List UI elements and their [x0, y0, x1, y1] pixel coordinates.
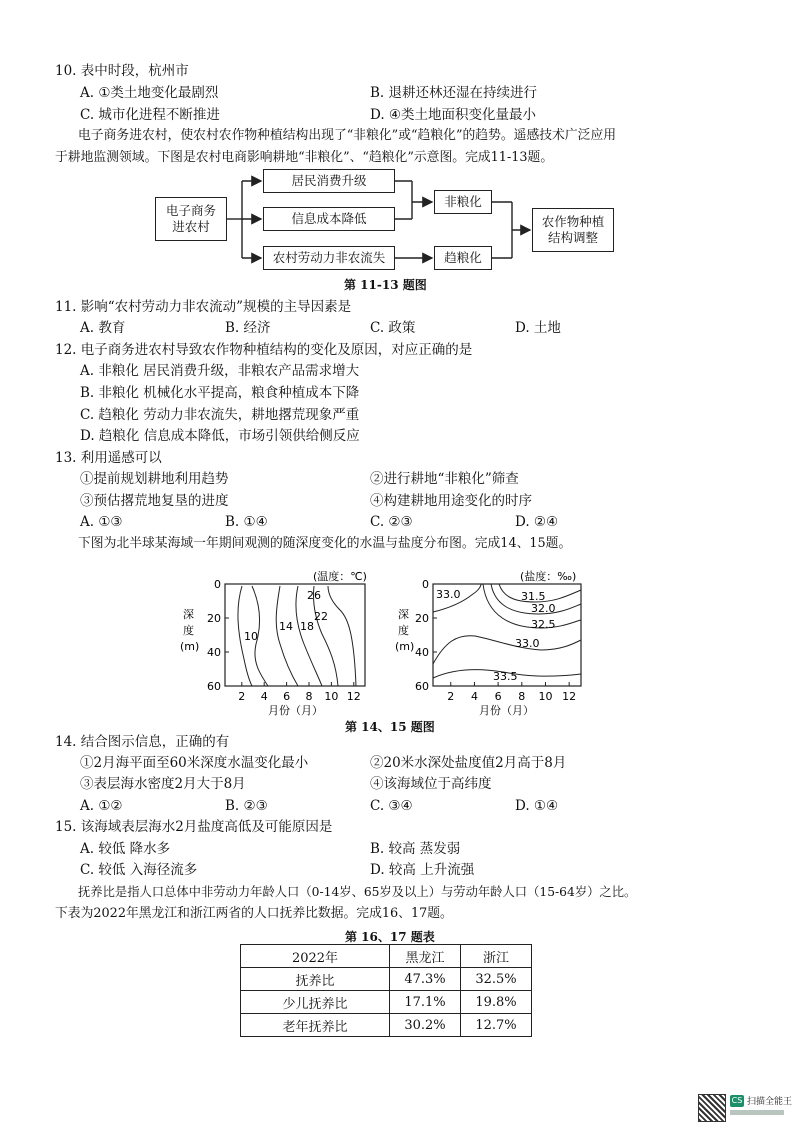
q15-option-d: D. 较高 上升流强 — [370, 862, 475, 878]
sal-xtick-label: 2 — [447, 690, 455, 703]
intro-11-13-line2: 于耕地监测领域。下图是农村电商影响耕地“非粮化”、“趋粮化”示意图。完成11-13题。 — [55, 150, 554, 165]
flow-arrows — [0, 0, 800, 300]
flow-final-label: 农作物种植结构调整 — [541, 214, 605, 245]
table-row — [241, 968, 532, 991]
temp-xtick-label: 8 — [305, 690, 313, 703]
temp-xtick-label: 6 — [283, 690, 291, 703]
temp-contour-14 — [276, 586, 298, 686]
intro-16-17-line2: 下表为2022年黑龙江和浙江两省的人口抚养比数据。完成16、17题。 — [55, 906, 453, 921]
temp-ylabel-depth-1: 深 — [183, 608, 194, 621]
temp-ytick-label: 0 — [214, 578, 221, 591]
intro-14-15: 下图为北半球某海域一年期间观测的随深度变化的水温与盐度分布图。完成14、15题。 — [78, 536, 572, 551]
q14-option-d: D. ①④ — [515, 798, 559, 814]
q10-option-b: B. 退耕还林还湿在持续进行 — [370, 85, 538, 101]
temp-chart-title: (温度：℃) — [313, 570, 367, 583]
sal-xtick-label: 10 — [538, 690, 553, 703]
q14-item-1: ①2月海平面至60米深度水温变化最小 — [80, 755, 309, 771]
q11-option-b: B. 经济 — [225, 320, 271, 336]
salinity-chart — [395, 564, 595, 719]
temp-ylabel-unit: (m) — [180, 640, 200, 653]
q10-option-a: A. ①类土地变化最剧烈 — [80, 85, 219, 101]
q14-option-c: C. ③④ — [370, 798, 413, 814]
table-header-zhejiang: 浙江 — [461, 945, 532, 968]
scanner-watermark — [692, 1092, 792, 1124]
q13-option-c: C. ②③ — [370, 514, 413, 530]
q11-option-d: D. 土地 — [515, 320, 561, 336]
temp-ytick-label: 40 — [207, 646, 221, 659]
temp-label-18: 18 — [300, 620, 314, 633]
table-cell: 30.2% — [390, 1014, 461, 1037]
temp-label-10: 10 — [244, 630, 258, 643]
table-header-year: 2022年 — [241, 945, 390, 968]
table-cell: 12.7% — [461, 1014, 532, 1037]
sal-ylabel-unit: (m) — [395, 640, 415, 653]
flow-source-box — [155, 197, 227, 241]
intro-11-13-line1: 电子商务进农村，使农村农作物种植结构出现了“非粮化”或“趋粮化”的趋势。遥感技术广泛应用 — [78, 128, 617, 143]
flow-middle-box-3: 农村劳动力非农流失 — [263, 246, 395, 270]
temp-label-26: 26 — [307, 589, 321, 602]
flow-right-box-nongrain: 非粮化 — [434, 190, 492, 214]
table-cell: 47.3% — [390, 968, 461, 991]
temp-xtick-label: 4 — [260, 690, 268, 703]
watermark-tagline-bar — [730, 1110, 784, 1115]
q13-item-2: ②进行耕地“非粮化”筛查 — [370, 471, 519, 487]
q11-option-a: A. 教育 — [80, 320, 126, 336]
sal-label-33-0: 33.0 — [515, 637, 540, 650]
q12-option-a: A. 非粮化 居民消费升级，非粮农产品需求增大 — [80, 363, 360, 379]
sal-ylabel-depth-1: 深 — [398, 608, 409, 621]
flow-middle-box-1: 居民消费升级 — [263, 169, 395, 193]
sal-xtick-label: 8 — [518, 690, 526, 703]
q14-item-2: ②20米水深处盐度值2月高于8月 — [370, 755, 567, 771]
temp-contour-26 — [328, 586, 356, 686]
table-header-row — [241, 945, 532, 968]
cs-badge: CS — [731, 1096, 743, 1105]
table-cell: 32.5% — [461, 968, 532, 991]
q14-item-3: ③表层海水密度2月大于8月 — [80, 776, 246, 792]
q11-stem: 11. 影响“农村劳动力非农流动”规模的主导因素是 — [55, 299, 352, 315]
q12-option-b: B. 非粮化 机械化水平提高，粮食种植成本下降 — [80, 385, 360, 401]
sal-ytick-label: 60 — [415, 680, 429, 693]
flow-middle-box-2: 信息成本降低 — [263, 207, 395, 231]
temp-ylabel-depth-2: 度 — [183, 624, 194, 637]
q15-option-b: B. 较高 蒸发弱 — [370, 841, 461, 857]
flow-right-box-grain: 趋粮化 — [434, 246, 492, 270]
table-caption: 第 16、17 题表 — [345, 930, 435, 944]
q15-stem: 15. 该海域表层海水2月盐度高低及可能原因是 — [55, 819, 333, 835]
scanner-brand: 扫描全能王 — [747, 1097, 793, 1107]
q15-option-c: C. 较低 入海径流多 — [80, 862, 198, 878]
q10-option-c: C. 城市化进程不断推进 — [80, 107, 220, 123]
temp-ytick-label: 20 — [207, 612, 221, 625]
flow-source-label: 电子商务进农村 — [165, 203, 216, 234]
temp-xtick-label: 10 — [324, 690, 339, 703]
sal-label-33-5: 33.5 — [493, 670, 518, 683]
q12-option-d: D. 趋粮化 信息成本降低，市场引领供给侧反应 — [80, 428, 360, 444]
sal-ytick-label: 40 — [415, 646, 429, 659]
q14-item-4: ④该海域位于高纬度 — [370, 776, 492, 792]
table-header-heilongjiang: 黑龙江 — [390, 945, 461, 968]
table-row — [241, 1014, 532, 1037]
flow-final-box — [532, 208, 614, 252]
table-cell: 抚养比 — [241, 968, 390, 991]
intro-16-17-line1: 抚养比是指人口总体中非劳动力年龄人口（0-14岁、65岁及以上）与劳动年龄人口（15-64岁）之比。 — [78, 885, 637, 899]
qr-code-icon — [698, 1094, 726, 1122]
table-cell: 老年抚养比 — [241, 1014, 390, 1037]
sal-ytick-label: 20 — [415, 612, 429, 625]
sal-ytick-label: 0 — [422, 578, 429, 591]
temp-label-22: 22 — [314, 610, 328, 623]
q14-option-b: B. ②③ — [225, 798, 268, 814]
flow-caption: 第 11-13 题图 — [344, 278, 427, 292]
sal-ylabel-depth-2: 度 — [398, 624, 409, 637]
temp-xlabel: 月份（月） — [268, 704, 323, 717]
sal-label-32-0: 32.0 — [531, 602, 556, 615]
sal-chart-title: (盐度：‰) — [520, 570, 577, 583]
sal-xlabel: 月份（月） — [479, 704, 534, 717]
sal-label-33-0-top: 33.0 — [436, 588, 461, 601]
table-row — [241, 991, 532, 1014]
table-cell: 19.8% — [461, 991, 532, 1014]
q13-stem: 13. 利用遥感可以 — [55, 450, 162, 466]
q10-stem: 10. 表中时段，杭州市 — [55, 63, 189, 79]
q13-option-a: A. ①③ — [80, 514, 123, 530]
q13-option-d: D. ②④ — [515, 514, 559, 530]
temp-ytick-label: 60 — [207, 680, 221, 693]
temperature-chart — [180, 564, 380, 719]
q13-option-b: B. ①④ — [225, 514, 268, 530]
q15-option-a: A. 较低 降水多 — [80, 841, 171, 857]
sal-xtick-label: 4 — [470, 690, 478, 703]
q12-option-c: C. 趋粮化 劳动力非农流失，耕地撂荒现象严重 — [80, 407, 360, 423]
q10-option-d: D. ④类土地面积变化量最小 — [370, 107, 537, 123]
sal-xtick-label: 6 — [494, 690, 502, 703]
q13-item-4: ④构建耕地用途变化的时序 — [370, 493, 532, 509]
fig-caption-14-15: 第 14、15 题图 — [345, 720, 435, 734]
table-cell: 17.1% — [390, 991, 461, 1014]
temp-xtick-label: 2 — [238, 690, 246, 703]
dependency-ratio-table — [240, 944, 532, 1037]
sal-xtick-label: 12 — [562, 690, 577, 703]
q13-item-1: ①提前规划耕地利用趋势 — [80, 471, 229, 487]
sal-label-32-5: 32.5 — [531, 618, 556, 631]
q14-stem: 14. 结合图示信息，正确的有 — [55, 734, 230, 750]
sal-contour-33-0 — [433, 636, 581, 664]
q14-option-a: A. ①② — [80, 798, 123, 814]
q12-stem: 12. 电子商务进农村导致农作物种植结构的变化及原因，对应正确的是 — [55, 342, 473, 358]
q13-item-3: ③预估撂荒地复垦的进度 — [80, 493, 229, 509]
temp-label-14: 14 — [279, 620, 293, 633]
sal-label-31-5: 31.5 — [521, 590, 546, 603]
table-cell: 少儿抚养比 — [241, 991, 390, 1014]
temp-xtick-label: 12 — [346, 690, 361, 703]
q11-option-c: C. 政策 — [370, 320, 416, 336]
